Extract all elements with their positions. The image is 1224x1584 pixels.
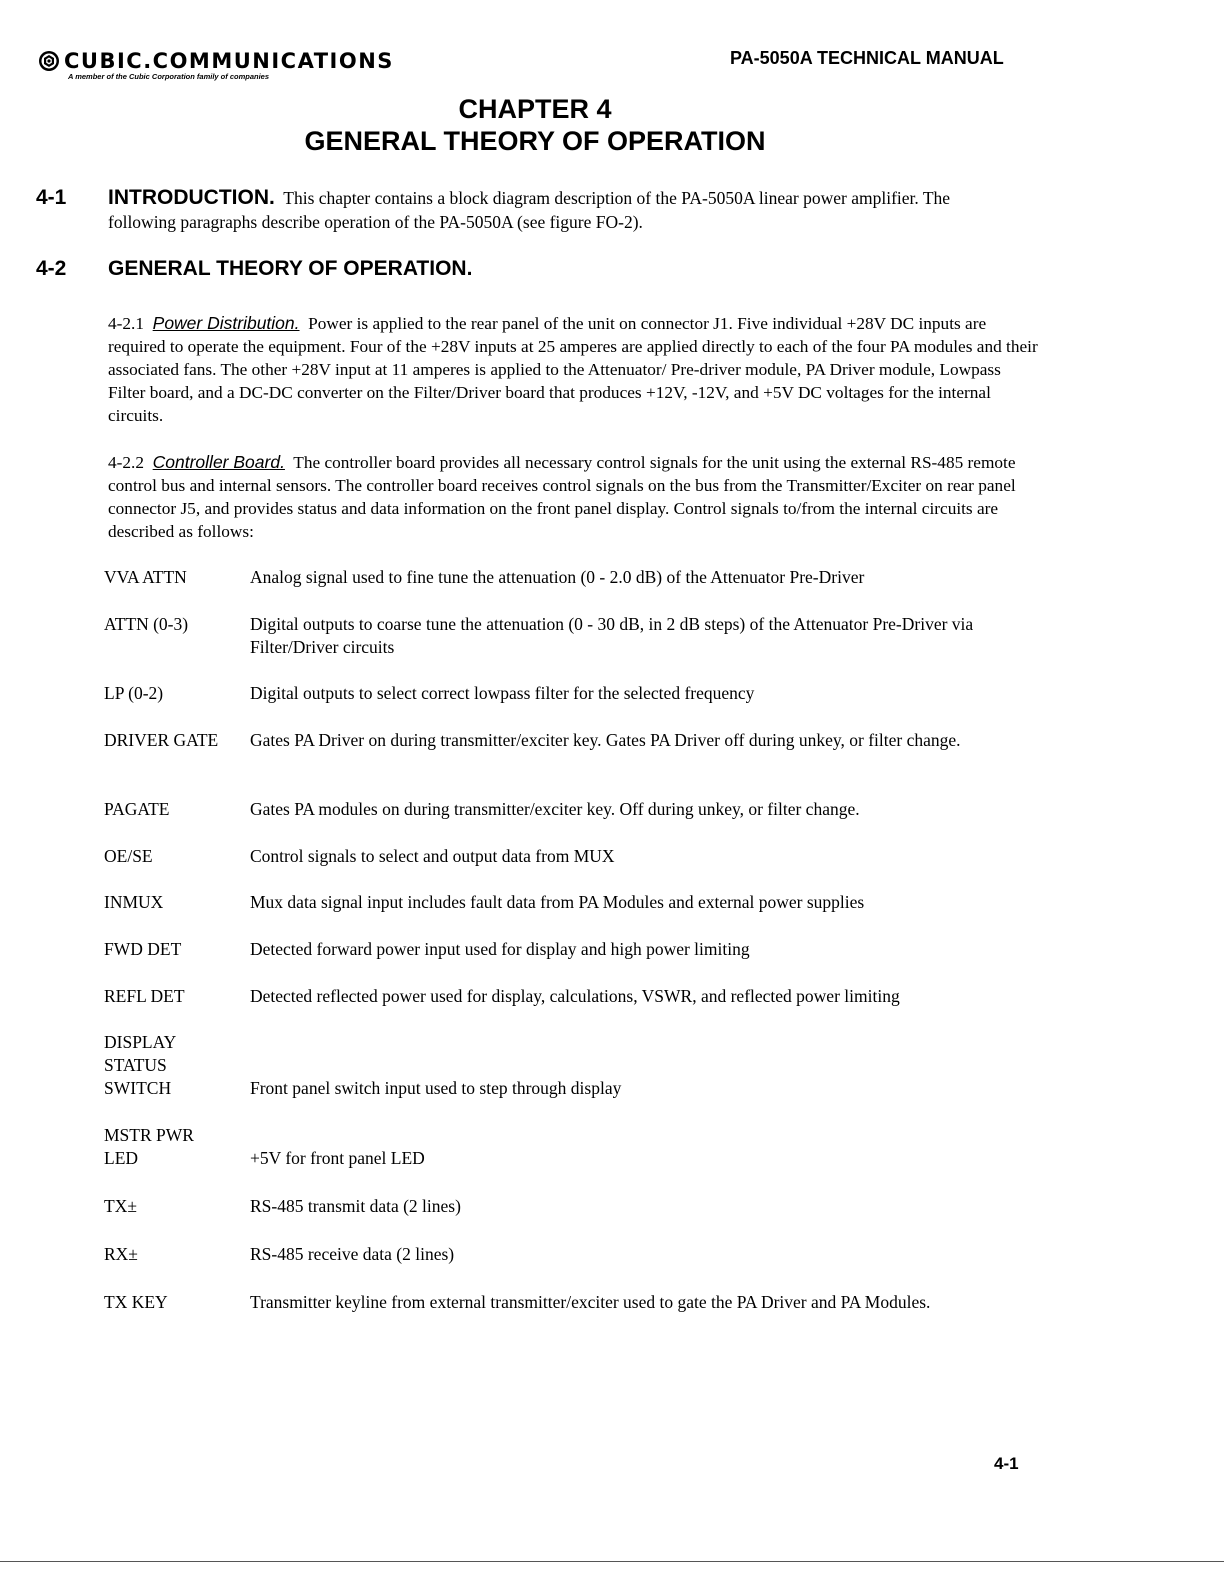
- signal-name: RX±: [104, 1244, 138, 1264]
- signal-description: Detected reflected power used for display, calculations, VSWR, and reflected power limiting: [250, 986, 900, 1006]
- section-number: 4-1: [36, 186, 67, 209]
- chapter-title: GENERAL THEORY OF OPERATION: [304, 126, 766, 156]
- paragraph-number: 4-2.1: [108, 314, 144, 333]
- document-title: PA-5050A TECHNICAL MANUAL: [730, 48, 1004, 68]
- section-heading: GENERAL THEORY OF OPERATION.: [108, 257, 473, 280]
- signal-description: +5V for front panel LED: [250, 1148, 425, 1168]
- signal-name: DRIVER GATE: [104, 730, 219, 750]
- section-heading: INTRODUCTION.: [108, 186, 275, 209]
- signal-name: OE/SE: [104, 846, 153, 866]
- paragraph-heading: Controller Board.: [152, 452, 285, 472]
- paragraph-text: Power is applied to the rear panel of the unit on connector J1. Five individual +28V DC inputs are required to operate the equipment. Four of the +28V inputs at 25 amperes are applied directly to each of the four PA modules and their associated fans. The other +28V input at 11 amperes is applied to the Attenuator/ Pre-driver module, PA Driver module, Lowpass Filter board, and a DC-DC converter on the Filter/Driver board that produces +12V, -12V, and +5V DC voltages for the internal circuits.: [108, 314, 1038, 425]
- signal-name: TX±: [104, 1196, 137, 1216]
- brand-name: CUBIC.COMMUNICATIONS: [64, 49, 394, 73]
- signal-name: MSTR PWR LED: [104, 1125, 194, 1168]
- bottom-divider: [0, 1561, 1224, 1562]
- signal-description: Digital outputs to select correct lowpass filter for the selected frequency: [250, 683, 755, 703]
- signal-name: TX KEY: [104, 1292, 168, 1312]
- signal-description: Control signals to select and output data from MUX: [250, 846, 615, 866]
- signal-name: FWD DET: [104, 939, 182, 959]
- signal-description: Gates PA modules on during transmitter/exciter key. Off during unkey, or filter change.: [250, 799, 860, 819]
- page-number: 4-1: [994, 1454, 1019, 1473]
- signal-name: PAGATE: [104, 799, 170, 819]
- paragraph-power-distribution: [108, 312, 1038, 427]
- signal-name: INMUX: [104, 892, 164, 912]
- signal-description: RS-485 transmit data (2 lines): [250, 1196, 461, 1216]
- brand-tagline: A member of the Cubic Corporation family of companies: [68, 72, 269, 81]
- signal-name: DISPLAY STATUS SWITCH: [104, 1032, 177, 1098]
- signal-description: Transmitter keyline from external transmitter/exciter used to gate the PA Driver and PA Modules.: [250, 1292, 931, 1312]
- signal-description: Gates PA Driver on during transmitter/exciter key. Gates PA Driver off during unkey, or filter change.: [250, 730, 961, 750]
- paragraph-number: 4-2.2: [108, 453, 144, 472]
- intro-text: This chapter contains a block diagram description of the PA-5050A linear power amplifier. The following paragraphs describe operation of the PA-5050A (see figure FO-2).: [108, 188, 951, 232]
- section-number: 4-2: [36, 257, 67, 280]
- chapter-number: CHAPTER 4: [458, 94, 612, 124]
- signal-name: LP (0-2): [104, 683, 164, 703]
- signal-name: ATTN (0-3): [104, 614, 189, 634]
- paragraph-text: The controller board provides all necessary control signals for the unit using the external RS-485 remote control bus and internal sensors. The controller board receives control signals on the bus from the Transmitter/Exciter on rear panel connector J5, and provides status and data information on the front panel display. Control signals to/from the internal circuits are described as follows:: [108, 453, 1016, 541]
- cubic-emblem-icon: [38, 50, 60, 72]
- signal-description: Detected forward power input used for display and high power limiting: [250, 939, 750, 959]
- signal-description: Front panel switch input used to step through display: [250, 1078, 622, 1098]
- signal-name: VVA ATTN: [104, 567, 187, 587]
- intro-paragraph: [108, 186, 988, 234]
- signal-description: Analog signal used to fine tune the attenuation (0 - 2.0 dB) of the Attenuator Pre-Driver: [250, 567, 865, 587]
- paragraph-controller-board: [108, 451, 1038, 543]
- signal-description: RS-485 receive data (2 lines): [250, 1244, 455, 1264]
- signal-description: Digital outputs to coarse tune the attenuation (0 - 30 dB, in 2 dB steps) of the Attenuator Pre-Driver via Filter/Driver circuits: [250, 614, 974, 657]
- company-logo: [38, 50, 538, 81]
- signal-description: Mux data signal input includes fault data from PA Modules and external power supplies: [250, 892, 865, 912]
- signal-name: REFL DET: [104, 986, 185, 1006]
- paragraph-heading: Power Distribution.: [152, 313, 300, 333]
